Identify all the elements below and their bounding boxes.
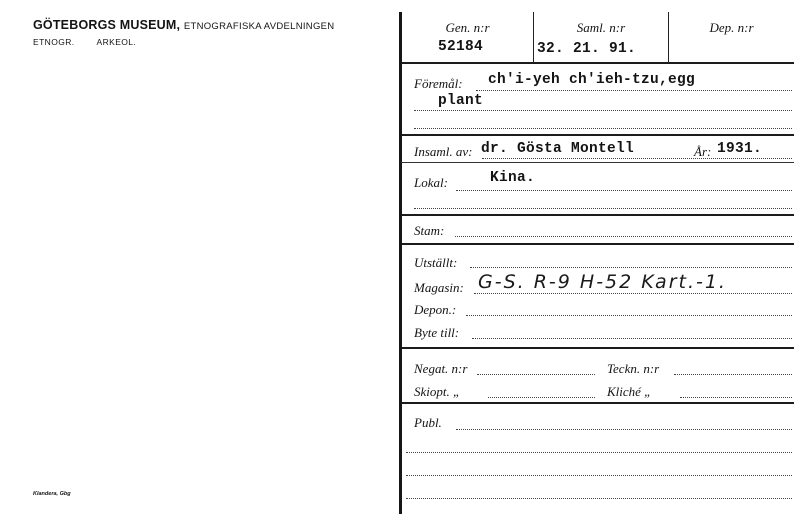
dotted-line: [406, 498, 792, 499]
divider: [401, 347, 794, 349]
byte-label: Byte till:: [414, 325, 460, 340]
department-name: ETNOGRAFISKA AVDELNINGEN: [183, 21, 335, 32]
card-left-border: [399, 12, 402, 514]
gen-nr-value: 52184: [438, 39, 484, 55]
kliche-label: Kliché „: [607, 384, 652, 399]
dotted-line: [680, 397, 792, 398]
stam-label: Stam:: [414, 223, 445, 238]
divider: [401, 402, 794, 404]
insaml-label: Insaml. av:: [414, 144, 473, 159]
dotted-line: [414, 208, 792, 209]
foremal-value-line2: plant: [438, 93, 484, 109]
utstallt-label: Utställt:: [414, 255, 458, 270]
dotted-line: [414, 110, 792, 111]
divider: [401, 162, 794, 163]
negat-label: Negat. n:r: [414, 361, 468, 376]
section-etnogr: ETNOGR.: [33, 37, 75, 47]
divider: [401, 134, 794, 136]
saml-nr-value: 32. 21. 91.: [537, 41, 637, 57]
saml-nr-label: Saml. n:r: [576, 20, 626, 35]
dotted-line: [477, 374, 595, 375]
museum-name: GÖTEBORGS MUSEUM,: [33, 18, 181, 32]
dotted-line: [476, 90, 792, 91]
dotted-line: [674, 374, 792, 375]
publ-label: Publ.: [414, 415, 442, 430]
dotted-line: [406, 452, 792, 453]
divider: [401, 62, 794, 64]
printer-mark: Klandera, Gbg: [33, 491, 71, 497]
ar-value: 1931.: [717, 141, 763, 157]
teckn-label: Teckn. n:r: [607, 361, 660, 376]
depon-label: Depon.:: [414, 302, 457, 317]
museum-header: [33, 18, 334, 32]
divider: [401, 214, 794, 216]
section-labels: [33, 37, 136, 47]
dotted-line: [456, 429, 792, 430]
dotted-line: [472, 338, 792, 339]
dotted-line: [406, 475, 792, 476]
dotted-line: [470, 267, 792, 268]
magasin-label: Magasin:: [414, 280, 464, 295]
divider: [401, 243, 794, 245]
section-arkeol: ARKEOL.: [96, 37, 137, 47]
insaml-value: dr. Gösta Montell: [481, 141, 635, 157]
foremal-label: Föremål:: [414, 76, 463, 91]
gen-nr-label: Gen. n:r: [445, 20, 490, 35]
dotted-line: [488, 397, 595, 398]
skiopt-label: Skiopt. „: [414, 384, 461, 399]
lokal-value: Kina.: [490, 170, 536, 186]
ar-label: År:: [694, 144, 712, 159]
dotted-line: [482, 158, 792, 159]
dotted-line: [466, 315, 792, 316]
dotted-line: [455, 236, 792, 237]
dep-nr-label: Dep. n:r: [709, 20, 754, 35]
dotted-line: [414, 128, 792, 129]
foremal-value-line1: ch'i-yeh ch'ieh-tzu,egg: [488, 72, 696, 88]
dotted-line: [474, 293, 792, 294]
magasin-value: G-S. R-9 H-52 Kart.-1.: [478, 271, 727, 293]
dotted-line: [456, 190, 792, 191]
lokal-label: Lokal:: [414, 175, 448, 190]
